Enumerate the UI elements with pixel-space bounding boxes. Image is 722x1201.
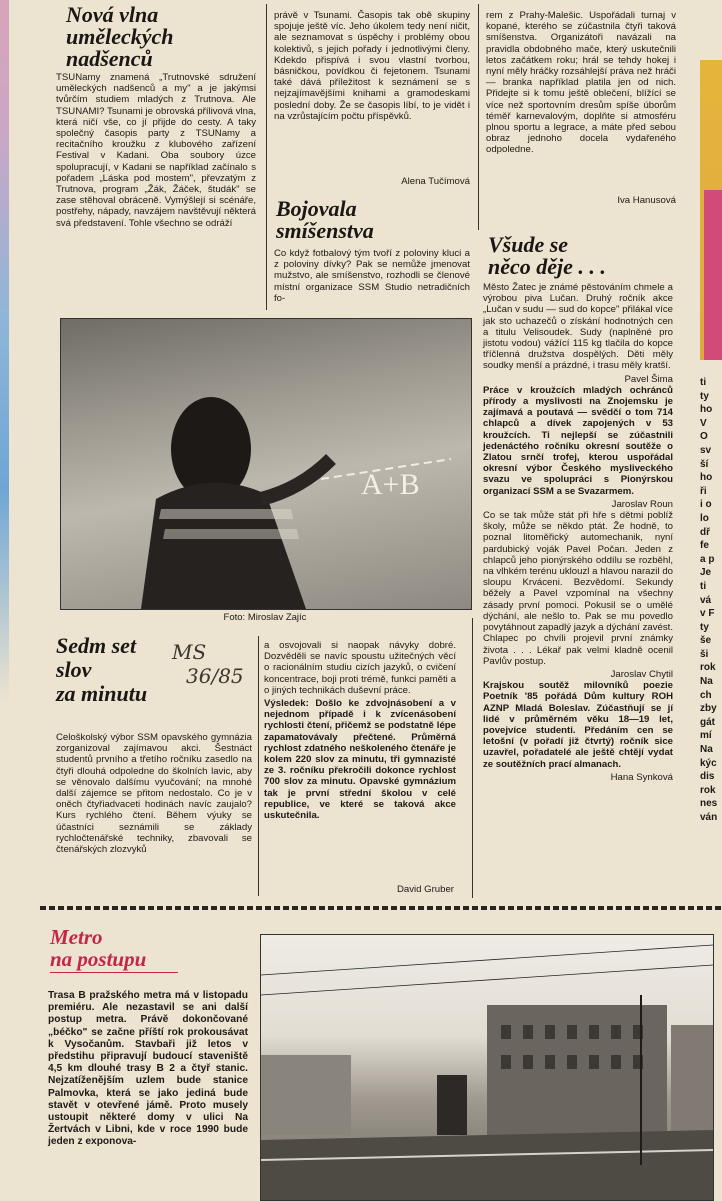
column-rule — [478, 4, 479, 230]
side-fragment: dř — [700, 526, 710, 538]
article2-body-col2: Co když fotbalový tým tvoří z poloviny kluci a z poloviny dívky? Pak se nemůže jmenovat mužstvo, ale smíšenstvo, rozhodli se členové místní organizace SSM Studio netradičních fo- — [274, 248, 470, 304]
photo-illustration — [61, 319, 471, 609]
side-fragment: V — [700, 417, 707, 429]
side-fragment: ty — [700, 390, 709, 402]
side-fragment: rok — [700, 784, 716, 796]
article3-body: Město Žatec je známé pěstováním chmele a výrobou piva Lučan. Druhý ročník akce „Lučan v sudu — sud do kopce" přilákal více jak sto uchazečů o získání hodnotných cen a titulu Velisoudek. Sudy (naplněné pro jistotu vodou) vážící 115 kg tlačila do kopce tříčlenná družstva dospělých. Děti měly soudky menší a prázdné, i trasu měly kratší. Pavel Šima Práce v kroužcích mladých ochránců přírody a myslivosti na Znojemsku je zajímavá a poutavá — svědčí o tom 714 chlapců a dívek zapojených v 53 kroužcích. Ti nejlepší se zúčastnili jedenáctého ročníku okresní soutěže o Zlatou srnčí trofej, kterou uspořádal okresní výbor Českého mysliveckého svazu ve spolupráci s Pionýrskou organizací SSM a se Svazarmem. Jaroslav Roun Co se tak může stát při hře s dětmi poblíž školy, může se někdo ptát. Že hodně, to poznal litoměřický automechanik, nyní pardubický voják Pavel Počan. Jeden z chlapců jeho pionýrského oddílu se rozběhl, na vlhkém terénu uklouzl a hlavou narazil do sloupu Krváceni. Bezvědomí. Sekundy běžely a Pavel vzpomínal na všechny zásady první pomoci. Pokusil se o umělé dýchání, ale nešlo to. Pak se mu povedlo povytáhnout zapadlý jazyk a dýchání zavést. Chlapec po chvíli projevil první známky života . . . Lékař pak velmi kladně ocenil Pavlův postup. Jaroslav Chytil Krajskou soutěž milovníků poezie Poetník '85 pořádá Dům kultury ROH AZNP Mladá Boleslav. Zúčastňují se jí lidé v průměrném věku 18—19 let, povejvíce studenti. Předáním cen se letošní (v pořadí již čtvrtý) ročník sice uzavřel, pořadatelé ale ještě chtějí vydat ze soutěžních prací almanach. Hana Synková — [483, 282, 673, 783]
article4-author: David Gruber — [396, 884, 454, 895]
side-fragment: ho — [700, 404, 713, 416]
title-underline — [50, 972, 178, 973]
side-fragment: O — [700, 431, 708, 443]
side-fragment: ch — [700, 689, 712, 701]
side-fragment: Na — [700, 744, 713, 756]
side-fragment: ho — [700, 472, 713, 484]
article2-body-col3: rem z Prahy-Malešic. Uspořádali turnaj v kopané, kterého se zúčastnila čtyři taková smíšenstva. Organizátoři navázali na pravidla obdobného mače, který uskutečnili letos začátkem roku; hrál se tehdy hokej i nyní měly hráčky rozsáhlejší práva než hráči — branka například platila jen od nich. Přidejte si k tomu ještě oblečení, blížící se více než sportovním dresům spíše úborům téměř karnevalovým, doplňte si atmosféru plnou sportu a legrace, a máte před sebou obraz jednoho docela vydařeného odpoledne. — [486, 10, 676, 156]
side-fragment: zby — [700, 703, 717, 715]
handwritten-note: MS 36/85 — [172, 640, 244, 688]
article4-body-col1: Celoškolský výbor SSM opavského gymnázia zorganizoval zajímavou akci. Šestnáct studentů prvního a třetího ročníku zasedlo na čtyři dlouhá odpoledne do školních lavic, aby se věnovalo dalšímu vyučování; na mnohé další zájemce se přitom nedostalo. Co je v oněch čtyřiadvaceti hodinách navíc zaujalo? Kurs rychlého čtení. Během výuky se účastníci seznámili se základy rychločtenářské techniky, zbavovali se čtenářských zlozvyků — [56, 732, 252, 856]
article4-body-col2: a osvojovali si naopak návyky dobré. Dozvěděli se navíc spoustu užitečných věcí o racionálním studiu cizích jazyků, o cvičení koncentrace, boji proti trémě, funkci paměti a o jiných technikách duševní práce. Výsledek: Došlo ke zdvojnásobení a v nejednom případě i k zvícenásobení rychlosti čtení, přičemž se podstatně lépe zapamatovávaly přečtené. Průměrná rychlost zdatného neškoleného čtenáře je kolem 220 slov za minutu, tři gymnazisté ze 3. ročníku překročili dokonce rychlost 700 slov za minutu. Opavské gymnázium tak je první střední školou v celé republice, ve které se taková akce uskutečnila. — [264, 640, 456, 822]
side-fragment: fe — [700, 540, 709, 552]
side-fragment: mí — [700, 730, 712, 742]
photo-street-illustration — [261, 935, 713, 1200]
adjacent-column-fragments — [700, 376, 722, 825]
side-fragment: sv — [700, 444, 712, 456]
article2-author: Iva Hanusová — [617, 195, 676, 206]
edge-color-strip — [0, 0, 9, 700]
side-fragment: nes — [700, 798, 718, 810]
article5-title: Metro na postupu — [50, 925, 147, 971]
article1-body-col1: TSUNamy znamená „Trutnovské sdružení uměleckých nadšenců a my" a je jakýmsi tvůrčím studiem mladých z Trutnova. Ale TSUNAMI? Tsunami je obrovská přílivová vlna, která ničí vše, co jí přijde do cesty. A taky společný časopis party z TSUNamy a recitačního kroužku z klubového zařízení Festival v Kadani. Oba soubory úzce spolupracují, v Kadani se například začínalo s pořadem „Láska pod mostem", převzatým z Trutnova, program „Žák, Žáček, študák" se zase stěhoval obráceně. Vymýšlejí si scénáře, postřehy, nápady, navzájem navštěvují některá svá představení. Tohle všechno se odráží — [56, 72, 256, 229]
side-fragment: Na — [700, 676, 713, 688]
photo-student-at-blackboard — [60, 318, 472, 610]
column-rule — [266, 4, 267, 310]
column-rule — [258, 636, 259, 896]
side-fragment: ván — [700, 812, 718, 823]
side-fragment: ši — [700, 648, 709, 660]
column-rule — [472, 618, 473, 898]
side-fragment: ti — [700, 377, 707, 388]
side-fragment: rok — [700, 662, 716, 674]
article4-title: Sedm set slov za minutu — [56, 633, 148, 706]
side-fragment: vá — [700, 594, 712, 606]
side-fragment: a p — [700, 553, 715, 565]
article1-title: Nová vlna uměleckých nadšenců — [66, 2, 174, 71]
side-fragment: ři — [700, 485, 707, 497]
side-fragment: lo — [700, 512, 709, 524]
side-fragment: kýc — [700, 757, 717, 769]
side-fragment: ty — [700, 621, 709, 633]
adjacent-pink-box — [704, 190, 722, 360]
side-fragment: ti — [700, 580, 707, 592]
side-fragment: še — [700, 635, 712, 647]
article2-title: Bojovala smíšenstva — [276, 196, 374, 243]
article1-author: Alena Tučímová — [401, 176, 470, 187]
article1-body-col2: právě v Tsunami. Časopis tak obě skupiny spojuje ještě víc. Jeho úkolem tedy není ničit, ale seznamovat s úspěchy i problémy obou kolektivů, s jejich pořady i jednotlivými členy. Kdekdo přispívá i svou vlastní tvorbou, básničkou, povídkou či fejetonem. Tsunami také dává příležitost k seznámení se s nejzajímavějšími knihami a gramodeskami poslední doby. Že se časopis líbí, to je vidět i na vzrůstajícím počtu příspěvků. — [274, 10, 470, 122]
side-fragment: i o — [700, 499, 712, 511]
side-fragment: v F — [700, 608, 715, 620]
photo1-caption: Foto: Miroslav Zajíc — [223, 612, 307, 623]
photo-prague-street — [260, 934, 714, 1201]
section-divider — [40, 906, 722, 910]
svg-text:A+B: A+B — [361, 468, 420, 501]
article5-body: Trasa B pražského metra má v listopadu premiéru. Ale nezastavil se ani další postup metra. Právě dokončované „béčko" se začne příští rok prokousávat k Vysočanům. Stavbaři již letos v předstihu připravují budoucí staveniště 4,5 km dlouhé trasy B 2 a čtyř stanic. Nejzatíženějším uzlem bude stanice Palmovka, která se jako jediná bude stavět v otevřené jámě. Proto musely ustoupit některé domy v ulici Na Žertvách v Libni, kde v roce 1990 bude jeden z exponova- — [48, 990, 248, 1148]
side-fragment: gát — [700, 716, 715, 728]
side-fragment: ší — [700, 458, 709, 470]
side-fragment: Je — [700, 567, 712, 579]
article3-title: Všude se něco děje . . . — [488, 232, 606, 279]
side-fragment: dis — [700, 771, 715, 783]
